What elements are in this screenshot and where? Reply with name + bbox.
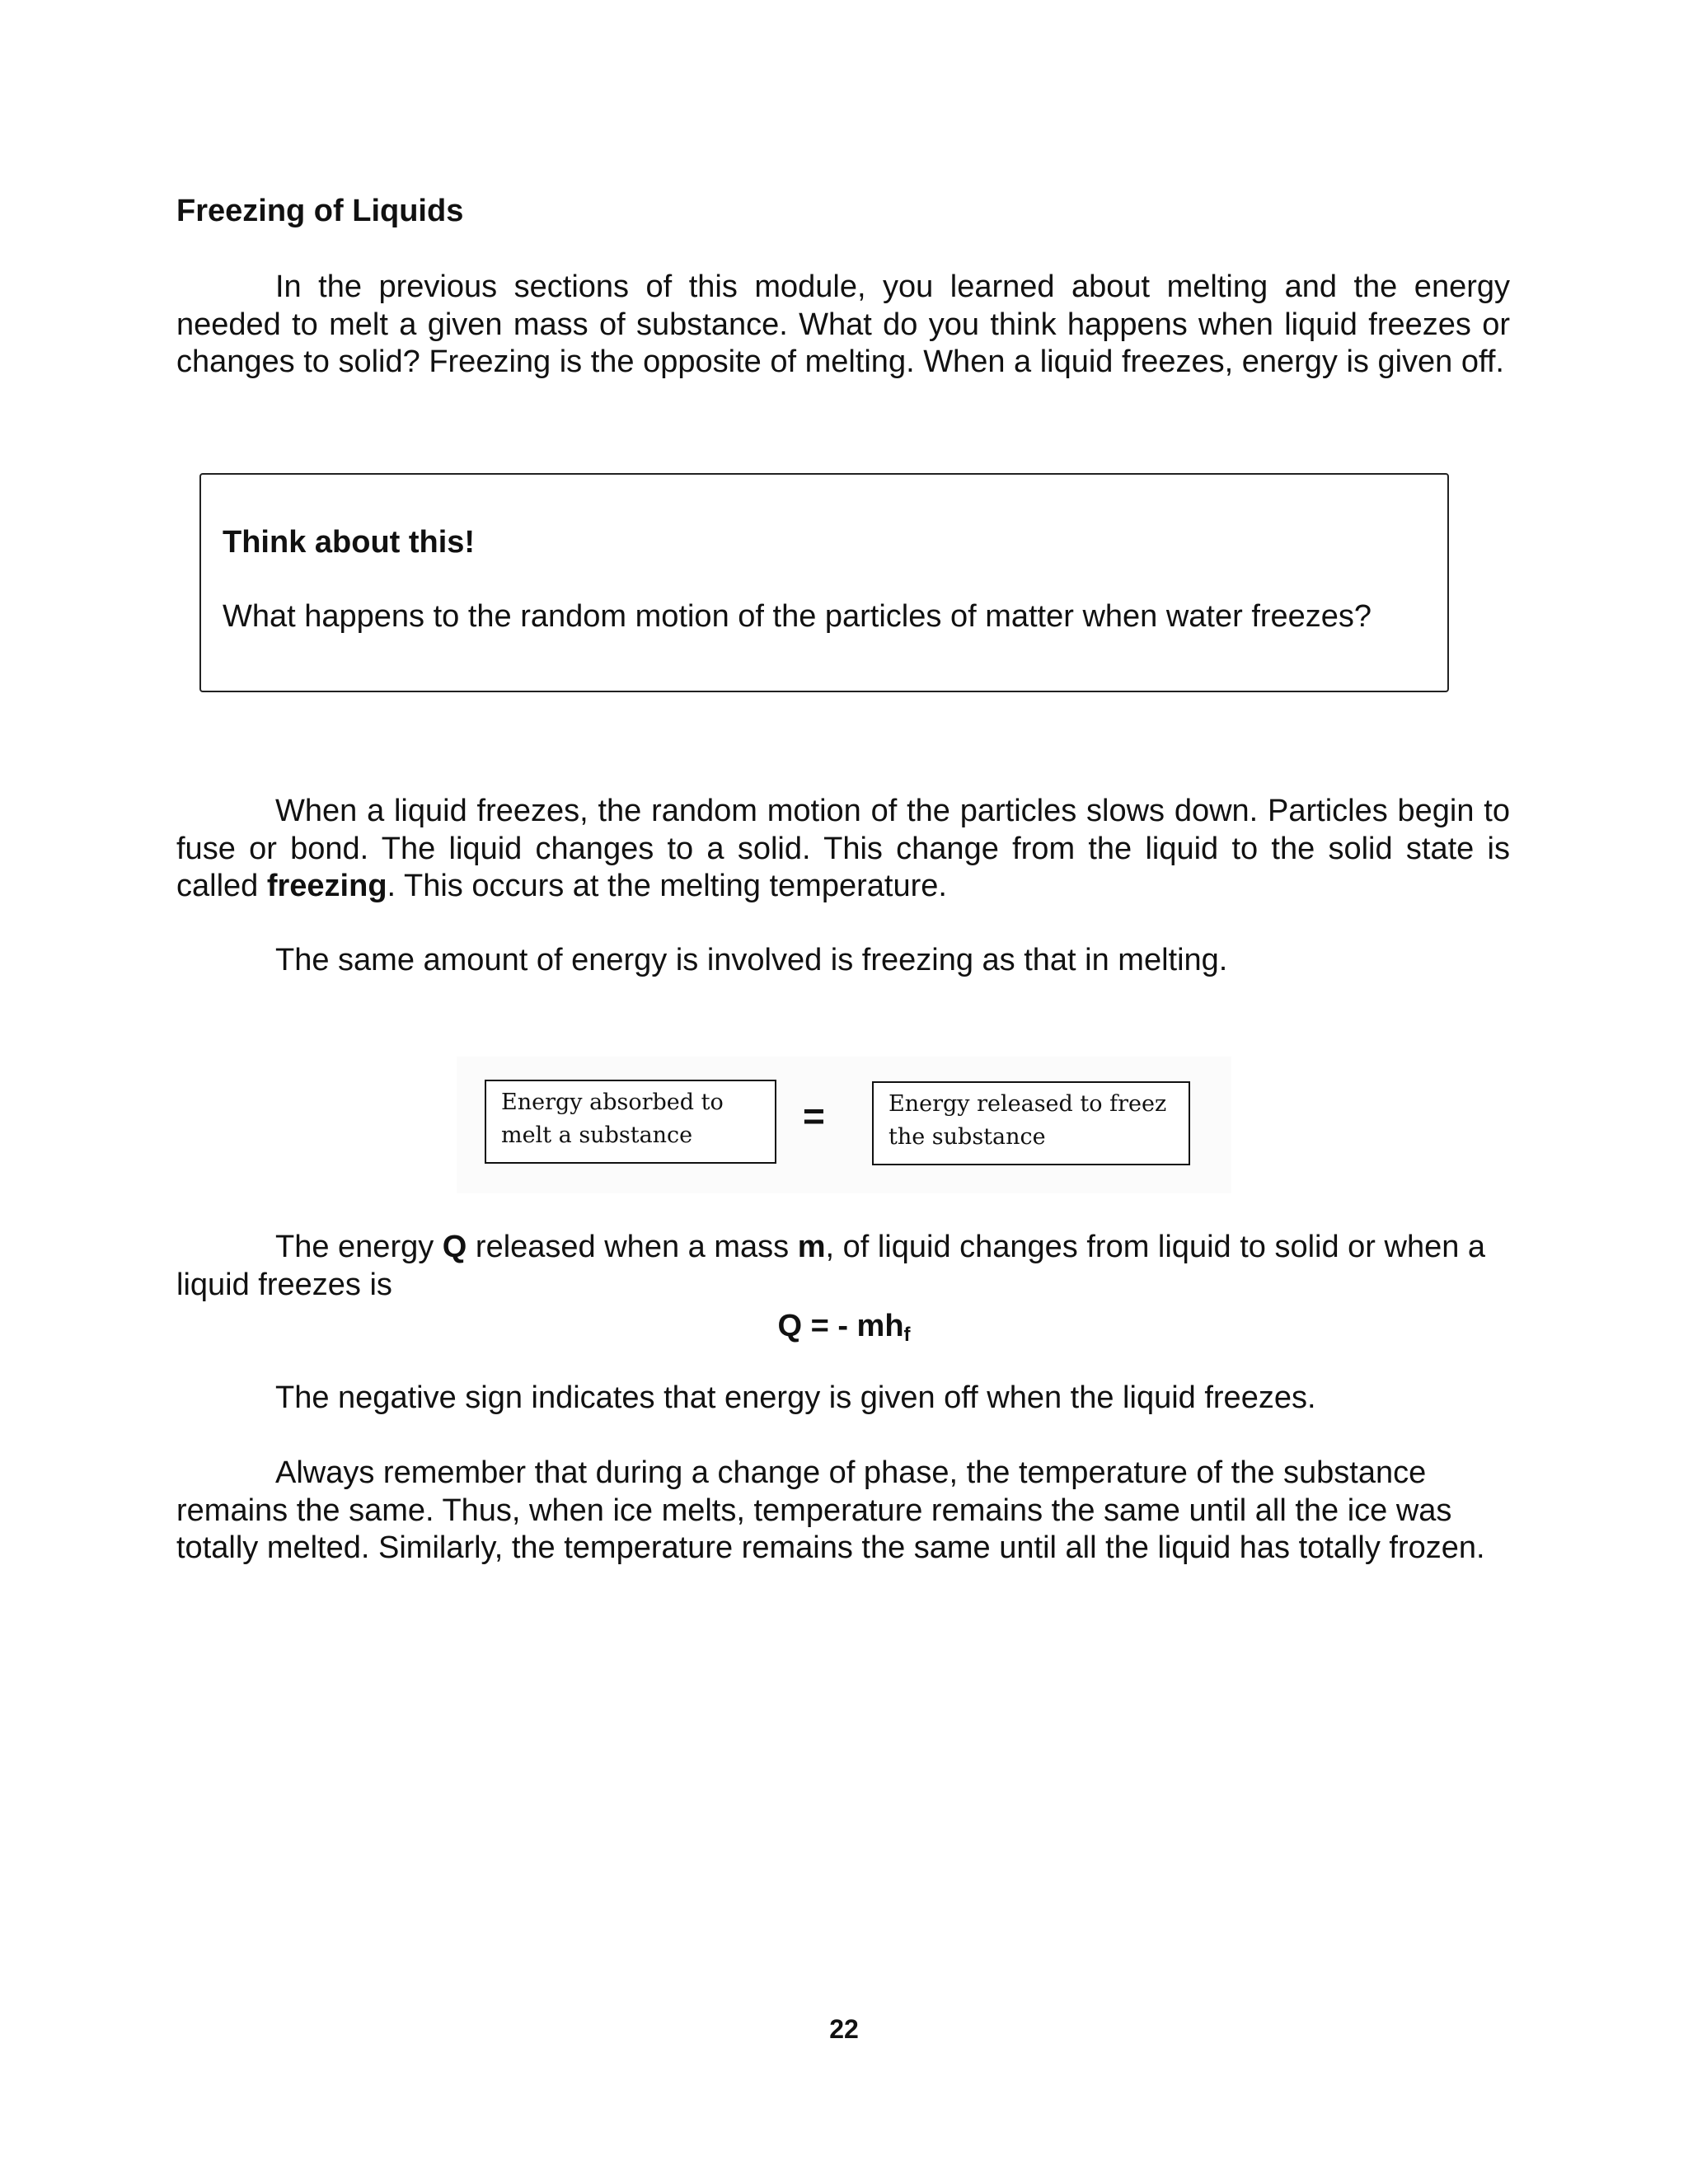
energy-released-line-1: Energy released to freez — [889, 1091, 1167, 1117]
formula-main: Q = - mh — [777, 1309, 904, 1343]
energy-absorbed-box — [485, 1080, 776, 1164]
energy-equality-diagram — [457, 1057, 1231, 1193]
energy-released-line-2: the substance — [889, 1124, 1046, 1150]
think-about-this-box — [199, 473, 1449, 692]
energy-text-1: The energy — [275, 1230, 443, 1264]
same-energy-paragraph: The same amount of energy is involved is freezing as that in melting. — [275, 943, 1228, 977]
equals-sign: = — [803, 1094, 825, 1137]
energy-absorbed-line-2: melt a substance — [501, 1122, 693, 1148]
page-number: 22 — [829, 2014, 859, 2044]
section-heading: Freezing of Liquids — [176, 194, 464, 228]
think-box-question: What happens to the random motion of the particles of matter when water freezes? — [223, 599, 1372, 634]
freezing-term: freezing — [266, 869, 387, 903]
negative-sign-paragraph: The negative sign indicates that energy is given off when the liquid freezes. — [275, 1380, 1316, 1415]
freezing-formula — [0, 1306, 1688, 1355]
intro-paragraph: In the previous sections of this module, you learned about melting and the energy needed to melt a given mass of substance. What do you think happens when liquid freezes or changes to solid? Freezing is the opposite of melting. When a liquid freezes, energy is given off. — [176, 269, 1510, 379]
remember-paragraph: Always remember that during a change of phase, the temperature of the substance remains the same. Thus, when ice melts, temperature remains the same until all the ice was totally melted. Similarly, the temperature remains the same until all the liquid has totally frozen. — [176, 1455, 1485, 1565]
freezing-text-before: When a liquid freezes, the random motion of the particles slows down. Particles begin to fuse or bond. The liquid changes to a solid. This change from the liquid to the solid state is called — [176, 794, 1510, 903]
energy-absorbed-line-1: Energy absorbed to — [501, 1090, 724, 1115]
freezing-text-after: . This occurs at the melting temperature. — [387, 869, 947, 903]
formula-subscript: f — [903, 1324, 911, 1346]
mass-symbol-m: m — [797, 1230, 826, 1264]
energy-text-2: released when a mass — [467, 1230, 798, 1264]
think-box-title: Think about this! — [223, 525, 476, 560]
freezing-paragraph — [176, 793, 1510, 906]
energy-symbol-q: Q — [442, 1230, 467, 1264]
energy-q-paragraph — [176, 1229, 1510, 1304]
energy-text-3: , of liquid changes from liquid to solid or when a liquid freezes is — [176, 1230, 1486, 1302]
energy-released-box — [872, 1081, 1190, 1165]
